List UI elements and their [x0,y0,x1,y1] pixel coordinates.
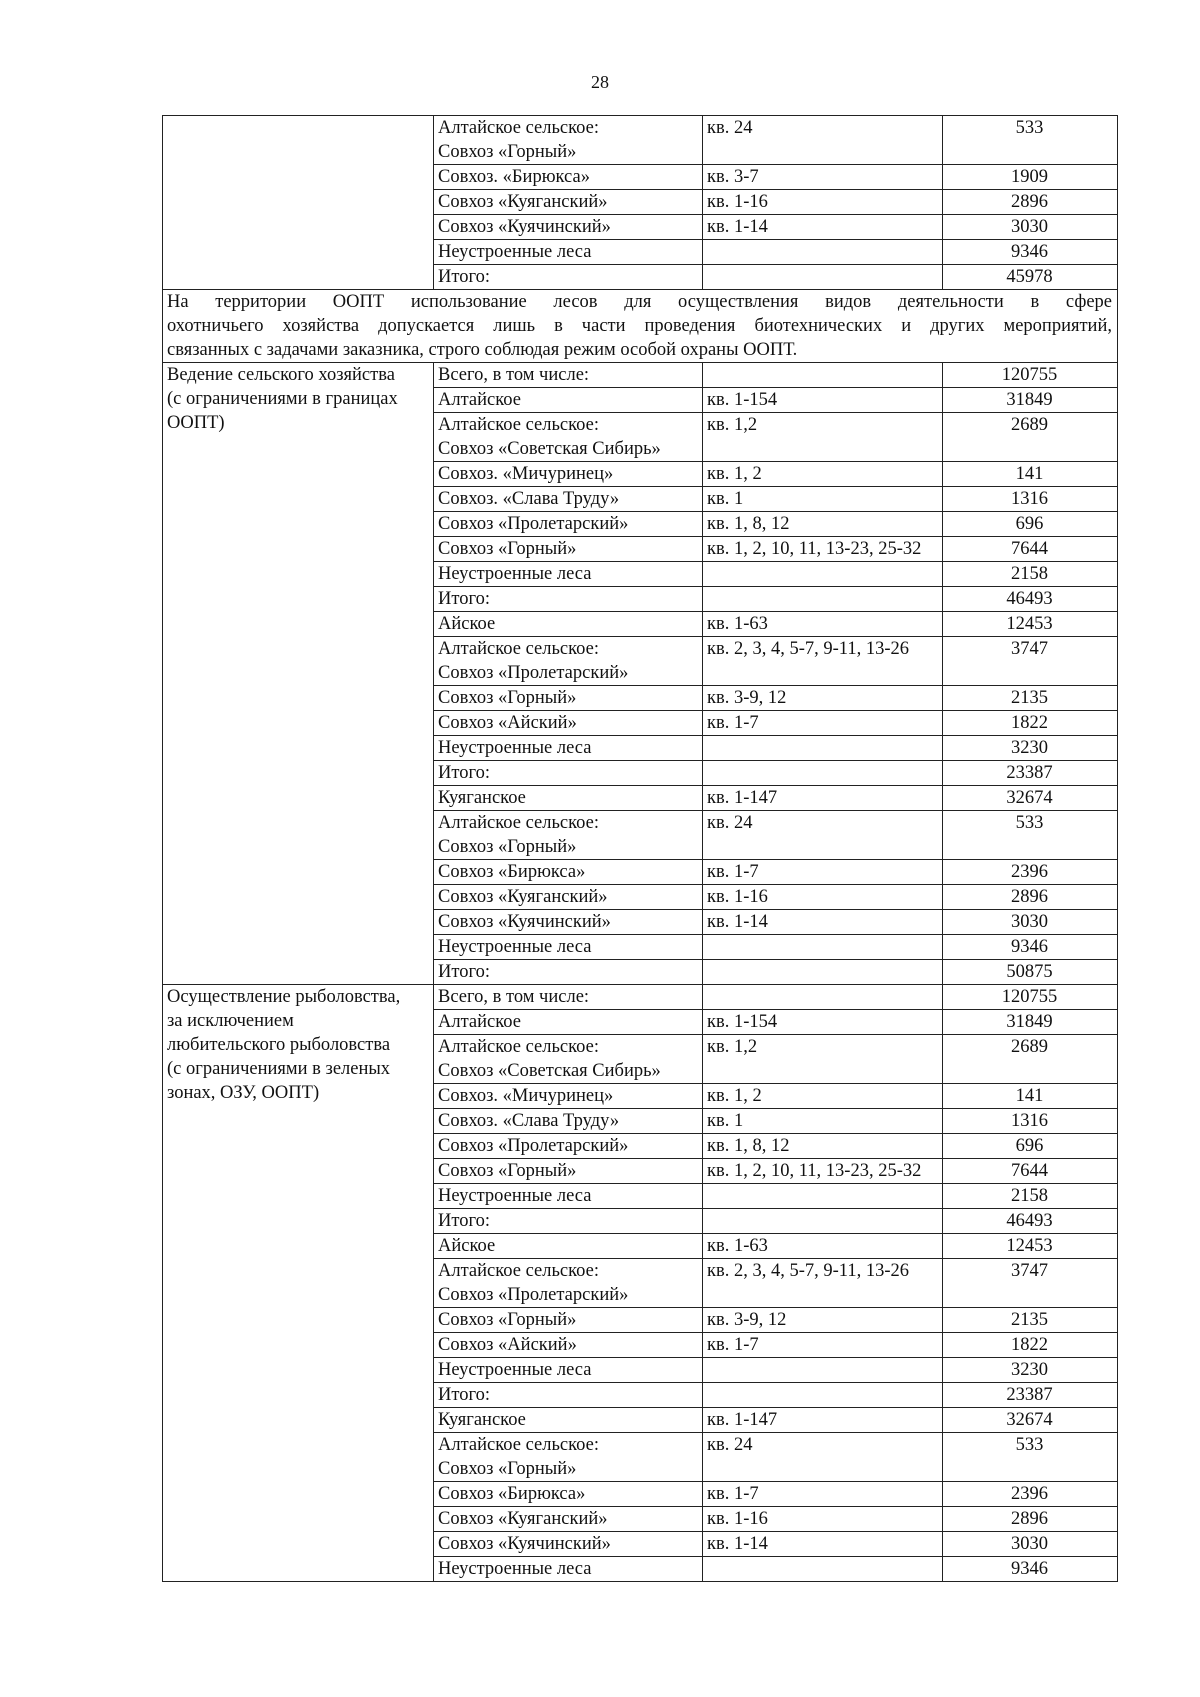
quarters-cell: кв. 1, 2 [703,462,943,487]
area-cell: 32674 [943,1408,1118,1433]
quarters-cell [703,265,943,290]
place-text: Совхоз «Пролетарский» [438,1136,629,1156]
quarters-cell: кв. 1-147 [703,786,943,811]
place-cell [434,190,703,215]
place-cell [434,462,703,487]
place-cell [434,1433,703,1482]
area-cell: 3030 [943,215,1118,240]
quarters-cell [703,985,943,1010]
area-cell: 3747 [943,637,1118,686]
place-cell [434,637,703,686]
area-cell: 9346 [943,240,1118,265]
quarters-cell: кв. 1-16 [703,190,943,215]
forest-use-table [162,115,1118,1582]
area-cell: 3230 [943,1358,1118,1383]
place-cell [434,1308,703,1333]
area-cell: 2158 [943,562,1118,587]
quarters-cell: кв. 2, 3, 4, 5-7, 9-11, 13-26 [703,637,943,686]
area-cell: 2896 [943,1507,1118,1532]
quarters-cell [703,240,943,265]
place-cell [434,1383,703,1408]
place-text: Всего, в том числе: [438,365,590,385]
place-text: Итого: [438,962,490,982]
area-cell: 533 [943,1433,1118,1482]
area-cell: 1909 [943,165,1118,190]
place-cell [434,587,703,612]
area-cell: 50875 [943,960,1118,985]
quarters-cell: кв. 24 [703,1433,943,1482]
place-text: Совхоз. «Слава Труду» [438,1111,620,1131]
area-cell: 2135 [943,1308,1118,1333]
place-text: Совхоз «Куячинский» [438,217,611,237]
quarters-cell: кв. 3-9, 12 [703,1308,943,1333]
quarters-cell [703,960,943,985]
quarters-cell: кв. 1, 8, 12 [703,512,943,537]
place-text: Неустроенные леса [438,564,592,584]
quarters-cell: кв. 1-7 [703,1482,943,1507]
place-text: Куяганское [438,1410,526,1430]
place-text: Совхоз «Куяганский» [438,887,608,907]
activity-cell [163,985,434,1582]
quarters-cell: кв. 1, 2 [703,1084,943,1109]
place-cell [434,1010,703,1035]
place-text: Совхоз «Горный» [438,837,577,857]
area-cell: 7644 [943,1159,1118,1184]
place-cell [434,960,703,985]
table-row [163,363,1118,388]
place-cell [434,240,703,265]
quarters-cell [703,562,943,587]
note-row [163,290,1118,363]
place-cell [434,562,703,587]
place-cell [434,1557,703,1582]
area-cell: 120755 [943,363,1118,388]
place-text: Итого: [438,1385,490,1405]
quarters-cell: кв. 1-7 [703,860,943,885]
quarters-cell [703,1209,943,1234]
area-cell: 3030 [943,910,1118,935]
quarters-cell: кв. 1, 2, 10, 11, 13-23, 25-32 [703,1159,943,1184]
place-text: Айское [438,614,496,634]
place-text: Совхоз «Куячинский» [438,1534,611,1554]
place-text: Всего, в том числе: [438,987,590,1007]
table-row [163,985,1118,1010]
area-cell: 9346 [943,1557,1118,1582]
quarters-cell [703,1184,943,1209]
area-cell: 31849 [943,388,1118,413]
place-text: Куяганское [438,788,526,808]
place-cell [434,736,703,761]
place-text: Совхоз «Айский» [438,1335,577,1355]
note-cell [163,290,1118,363]
quarters-cell [703,1557,943,1582]
place-text: Алтайское сельское: [438,639,599,659]
area-cell: 2896 [943,885,1118,910]
quarters-cell: кв. 3-9, 12 [703,686,943,711]
place-cell [434,1259,703,1308]
area-cell: 31849 [943,1010,1118,1035]
area-cell: 46493 [943,1209,1118,1234]
area-cell: 9346 [943,935,1118,960]
place-text: Совхоз «Советская Сибирь» [438,1061,661,1081]
area-cell: 141 [943,462,1118,487]
place-cell [434,413,703,462]
table-row [163,116,1118,165]
quarters-cell: кв. 1, 8, 12 [703,1134,943,1159]
place-cell [434,215,703,240]
place-cell [434,512,703,537]
place-cell [434,1532,703,1557]
area-cell: 1316 [943,1109,1118,1134]
place-cell [434,860,703,885]
place-cell [434,1234,703,1259]
area-cell: 2896 [943,190,1118,215]
place-text: Алтайское сельское: [438,813,599,833]
activity-text: (с ограничениями в зеленых [167,1059,391,1079]
place-cell [434,786,703,811]
place-text: Совхоз. «Мичуринец» [438,464,614,484]
quarters-cell [703,363,943,388]
quarters-cell: кв. 3-7 [703,165,943,190]
place-cell [434,761,703,786]
area-cell: 696 [943,1134,1118,1159]
place-cell [434,1358,703,1383]
area-cell: 533 [943,811,1118,860]
place-text: Алтайское [438,1012,521,1032]
activity-text: ООПТ) [167,413,225,433]
place-cell [434,1507,703,1532]
area-cell: 2158 [943,1184,1118,1209]
place-text: Неустроенные леса [438,1559,592,1579]
area-cell: 2396 [943,1482,1118,1507]
quarters-cell: кв. 1-154 [703,388,943,413]
area-cell: 141 [943,1084,1118,1109]
quarters-cell [703,761,943,786]
area-cell: 3747 [943,1259,1118,1308]
place-text: Алтайское [438,390,521,410]
place-text: Совхоз «Горный» [438,1310,577,1330]
area-cell: 1822 [943,711,1118,736]
place-text: Совхоз «Горный» [438,1459,577,1479]
place-cell [434,487,703,512]
place-text: Совхоз «Горный» [438,1161,577,1181]
place-text: Совхоз «Куяганский» [438,192,608,212]
quarters-cell: кв. 1-14 [703,1532,943,1557]
activity-text: за исключением [167,1011,294,1031]
quarters-cell: кв. 1,2 [703,413,943,462]
area-cell: 2396 [943,860,1118,885]
area-cell: 2689 [943,413,1118,462]
place-text: Совхоз «Советская Сибирь» [438,439,661,459]
note-text: На территории ООПТ использование лесов для осуществления видов деятельности в сфере [167,292,1112,312]
quarters-cell: кв. 1-16 [703,1507,943,1532]
place-cell [434,363,703,388]
place-cell [434,537,703,562]
quarters-cell [703,1358,943,1383]
place-cell [434,711,703,736]
place-cell [434,1035,703,1084]
place-text: Айское [438,1236,496,1256]
place-cell [434,885,703,910]
place-cell [434,1209,703,1234]
quarters-cell: кв. 1-14 [703,910,943,935]
place-text: Совхоз «Бирюкса» [438,1484,586,1504]
place-text: Совхоз «Горный» [438,539,577,559]
area-cell: 2135 [943,686,1118,711]
area-cell: 3030 [943,1532,1118,1557]
place-cell [434,388,703,413]
place-cell [434,265,703,290]
area-cell: 7644 [943,537,1118,562]
place-text: Неустроенные леса [438,937,592,957]
area-cell: 2689 [943,1035,1118,1084]
area-cell: 23387 [943,1383,1118,1408]
place-text: Совхоз. «Бирюкса» [438,167,590,187]
activity-text: любительского рыболовства [167,1035,391,1055]
place-cell [434,116,703,165]
quarters-cell: кв. 1-63 [703,1234,943,1259]
quarters-cell: кв. 24 [703,116,943,165]
activity-text: (с ограничениями в границах [167,389,398,409]
place-text: Совхоз. «Слава Труду» [438,489,620,509]
place-text: Неустроенные леса [438,738,592,758]
area-cell: 696 [943,512,1118,537]
area-cell: 12453 [943,1234,1118,1259]
quarters-cell: кв. 1-7 [703,711,943,736]
quarters-cell: кв. 1-7 [703,1333,943,1358]
place-text: Совхоз «Пролетарский» [438,514,629,534]
place-text: Алтайское сельское: [438,1435,599,1455]
area-cell: 45978 [943,265,1118,290]
place-text: Совхоз. «Мичуринец» [438,1086,614,1106]
place-cell [434,612,703,637]
page-number: 28 [591,72,609,92]
area-cell: 32674 [943,786,1118,811]
place-text: Алтайское сельское: [438,415,599,435]
quarters-cell: кв. 2, 3, 4, 5-7, 9-11, 13-26 [703,1259,943,1308]
quarters-cell [703,935,943,960]
quarters-cell [703,1383,943,1408]
quarters-cell: кв. 1-147 [703,1408,943,1433]
quarters-cell: кв. 1-154 [703,1010,943,1035]
quarters-cell: кв. 1-16 [703,885,943,910]
place-text: Совхоз «Горный» [438,688,577,708]
place-cell [434,910,703,935]
place-text: Итого: [438,589,490,609]
place-text: Совхоз «Пролетарский» [438,663,629,683]
area-cell: 1822 [943,1333,1118,1358]
activity-cell [163,363,434,985]
place-text: Алтайское сельское: [438,1037,599,1057]
place-text: Неустроенные леса [438,242,592,262]
quarters-cell: кв. 1 [703,487,943,512]
area-cell: 23387 [943,761,1118,786]
place-cell [434,811,703,860]
activity-cell [163,116,434,290]
place-text: Совхоз «Куяганский» [438,1509,608,1529]
quarters-cell: кв. 1,2 [703,1035,943,1084]
area-cell: 12453 [943,612,1118,637]
place-cell [434,165,703,190]
area-cell: 1316 [943,487,1118,512]
quarters-cell: кв. 1 [703,1109,943,1134]
area-cell: 46493 [943,587,1118,612]
place-cell [434,1109,703,1134]
place-text: Алтайское сельское: [438,1261,599,1281]
place-text: Совхоз «Горный» [438,142,577,162]
quarters-cell [703,736,943,761]
quarters-cell [703,587,943,612]
place-text: Совхоз «Айский» [438,713,577,733]
area-cell: 533 [943,116,1118,165]
note-text: связанных с задачами заказника, строго соблюдая режим особой охраны ООПТ. [167,340,798,360]
place-text: Итого: [438,1211,490,1231]
place-cell [434,1184,703,1209]
place-cell [434,1482,703,1507]
place-cell [434,1134,703,1159]
quarters-cell: кв. 1, 2, 10, 11, 13-23, 25-32 [703,537,943,562]
place-cell [434,686,703,711]
place-text: Совхоз «Куячинский» [438,912,611,932]
quarters-cell: кв. 1-63 [703,612,943,637]
place-cell [434,1408,703,1433]
place-text: Итого: [438,267,490,287]
place-cell [434,1159,703,1184]
place-text: Алтайское сельское: [438,118,599,138]
place-cell [434,1333,703,1358]
area-cell: 120755 [943,985,1118,1010]
place-cell [434,935,703,960]
place-text: Совхоз «Пролетарский» [438,1285,629,1305]
place-cell [434,1084,703,1109]
activity-text: Ведение сельского хозяйства [167,365,395,385]
quarters-cell: кв. 24 [703,811,943,860]
quarters-cell: кв. 1-14 [703,215,943,240]
area-cell: 3230 [943,736,1118,761]
place-text: Неустроенные леса [438,1186,592,1206]
note-text: охотничьего хозяйства допускается лишь в части проведения биотехнических и других мероприятий, [167,316,1112,336]
place-text: Итого: [438,763,490,783]
activity-text: зонах, ОЗУ, ООПТ) [167,1083,320,1103]
place-text: Совхоз «Бирюкса» [438,862,586,882]
activity-text: Осуществление рыболовства, [167,987,401,1007]
place-cell [434,985,703,1010]
place-text: Неустроенные леса [438,1360,592,1380]
